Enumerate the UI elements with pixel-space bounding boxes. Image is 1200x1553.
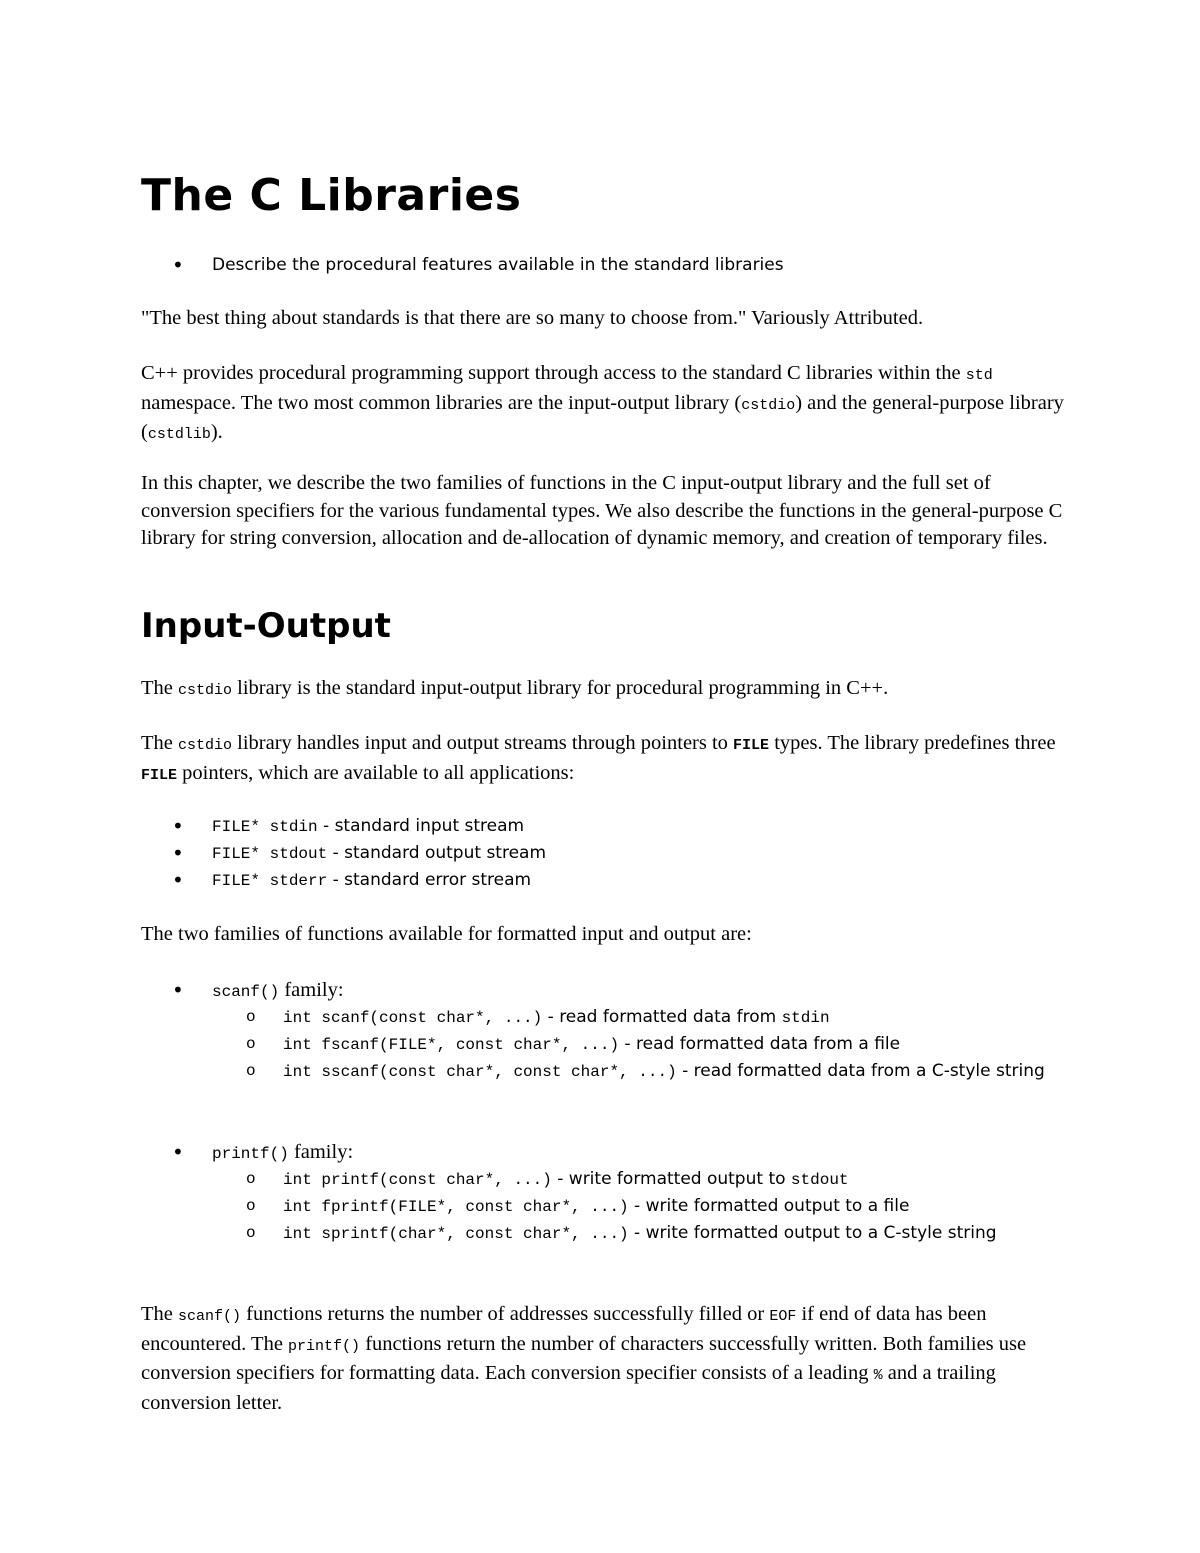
intro-paragraph-1	[141, 360, 1076, 449]
section-heading: Input-Output	[141, 606, 391, 646]
text-run: C++ provides procedural programming support through access to the standard C libraries within the	[141, 362, 966, 384]
objective-bullet	[141, 252, 1076, 279]
text-run: ).	[210, 421, 223, 443]
text-run: ) and the general-purpose library (	[141, 391, 1064, 443]
code-printf: printf()	[212, 1145, 289, 1163]
code-text: int printf(const char*, ...)	[283, 1171, 552, 1189]
printf-family-item	[141, 1139, 1076, 1166]
circle-bullet-icon: o	[246, 1170, 256, 1188]
code-percent: %	[873, 1367, 883, 1384]
code-text: FILE* stdin	[212, 818, 318, 836]
bullet-icon: •	[172, 1140, 184, 1164]
code-printf: printf()	[288, 1337, 361, 1355]
text-run: - standard input stream	[317, 816, 525, 836]
code-file: FILE	[733, 737, 770, 754]
text-run: The	[141, 677, 178, 699]
list-item-text	[212, 867, 531, 895]
list-item-text	[283, 1193, 1063, 1221]
list-item-text	[283, 1220, 1063, 1248]
code-text: int scanf(const char*, ...)	[283, 1009, 543, 1027]
text-run: - standard output stream	[327, 843, 547, 863]
list-item-text	[212, 1139, 353, 1168]
families-intro: The two families of functions available for formatted input and output are:	[141, 923, 752, 945]
intro-paragraph-2: In this chapter, we describe the two families of functions in the C input-output library and the full set of conversion specifiers for the various fundamental types. We also describe the functions in the general-purpose C library for string conversion, allocation and de-allocation of dynamic memory, and creation of temporary files.	[141, 472, 1063, 549]
bullet-icon: •	[172, 868, 184, 892]
text-run: - read formatted data from	[542, 1007, 782, 1027]
closing-paragraph	[141, 1301, 1076, 1417]
code-cstdio: cstdio	[178, 682, 233, 699]
code-eof: EOF	[769, 1308, 797, 1325]
bullet-icon: •	[172, 253, 184, 277]
text-run: - standard error stream	[327, 870, 532, 890]
text-run: if end of data has been encountered. The	[141, 1303, 987, 1355]
text-run: - read formatted data from a C-style string	[676, 1061, 1045, 1081]
scanf-family-item	[141, 977, 1076, 1004]
circle-bullet-icon: o	[246, 1008, 256, 1026]
list-item-stderr	[141, 867, 1076, 894]
list-item-stdout	[141, 840, 1076, 867]
list-item-text	[283, 1166, 1063, 1194]
text-run: pointers, which are available to all applications:	[177, 761, 575, 784]
objective-text: Describe the procedural features available in the standard libraries	[212, 255, 784, 275]
bullet-icon: •	[172, 814, 184, 838]
code-text: int sprintf(char*, const char*, ...)	[283, 1225, 629, 1243]
code-std: std	[965, 367, 993, 384]
code-text: int sscanf(const char*, const char*, ...)	[283, 1063, 677, 1081]
text-run: The	[141, 732, 178, 754]
section-paragraph-2	[141, 730, 1076, 789]
list-item-text	[212, 977, 344, 1006]
code-text: int fprintf(FILE*, const char*, ...)	[283, 1198, 629, 1216]
bullet-icon: •	[172, 841, 184, 865]
text-run: - read formatted data from a file	[619, 1034, 901, 1054]
list-item-stdin	[141, 813, 1076, 840]
text-run: namespace. The two most common libraries are the input-output library (	[141, 391, 742, 414]
text-run: functions returns the number of addresses successfully filled or	[241, 1303, 770, 1325]
text-run: library is the standard input-output library for procedural programming in C++.	[232, 677, 889, 699]
section-paragraph-1	[141, 675, 1076, 705]
circle-bullet-icon: o	[246, 1062, 256, 1080]
code-scanf: scanf()	[178, 1308, 242, 1325]
code-file: FILE	[141, 766, 178, 784]
circle-bullet-icon: o	[246, 1224, 256, 1242]
text-run: and a trailing conversion letter.	[141, 1362, 996, 1414]
text-run: The	[141, 1303, 178, 1325]
code-text: int fscanf(FILE*, const char*, ...)	[283, 1036, 620, 1054]
text-run: types. The library predefines three	[769, 732, 1056, 754]
text-run: - write formatted output to a file	[628, 1196, 910, 1216]
code-cstdio: cstdio	[741, 396, 796, 414]
circle-bullet-icon: o	[246, 1197, 256, 1215]
code-text: FILE* stdout	[212, 845, 328, 863]
circle-bullet-icon: o	[246, 1035, 256, 1053]
code-cstdlib: cstdlib	[147, 426, 211, 443]
page-title: The C Libraries	[141, 170, 522, 221]
code-stdout: stdout	[790, 1171, 849, 1189]
list-item-text	[283, 1058, 1063, 1086]
list-item-text	[283, 1031, 1063, 1059]
code-stdin: stdin	[781, 1009, 830, 1027]
code-cstdio: cstdio	[178, 737, 233, 754]
text-run: library handles input and output streams through pointers to	[232, 732, 734, 754]
text-run: functions return the number of characters successfully written. Both families use conversion specifiers for formatting data. Each conversion specifier consists of a leading	[141, 1332, 1027, 1384]
list-item-text	[212, 813, 524, 841]
text-run: family:	[279, 979, 344, 1001]
code-text: FILE* stderr	[212, 872, 328, 890]
list-item-text	[212, 840, 546, 868]
code-scanf: scanf()	[212, 983, 280, 1001]
list-item-text	[283, 1004, 1063, 1032]
quote-paragraph: "The best thing about standards is that there are so many to choose from." Variously Attributed.	[141, 307, 924, 329]
bullet-icon: •	[172, 978, 184, 1002]
text-run: family:	[288, 1141, 354, 1163]
text-run: - write formatted output to	[551, 1169, 791, 1189]
text-run: - write formatted output to a C-style string	[628, 1223, 997, 1243]
